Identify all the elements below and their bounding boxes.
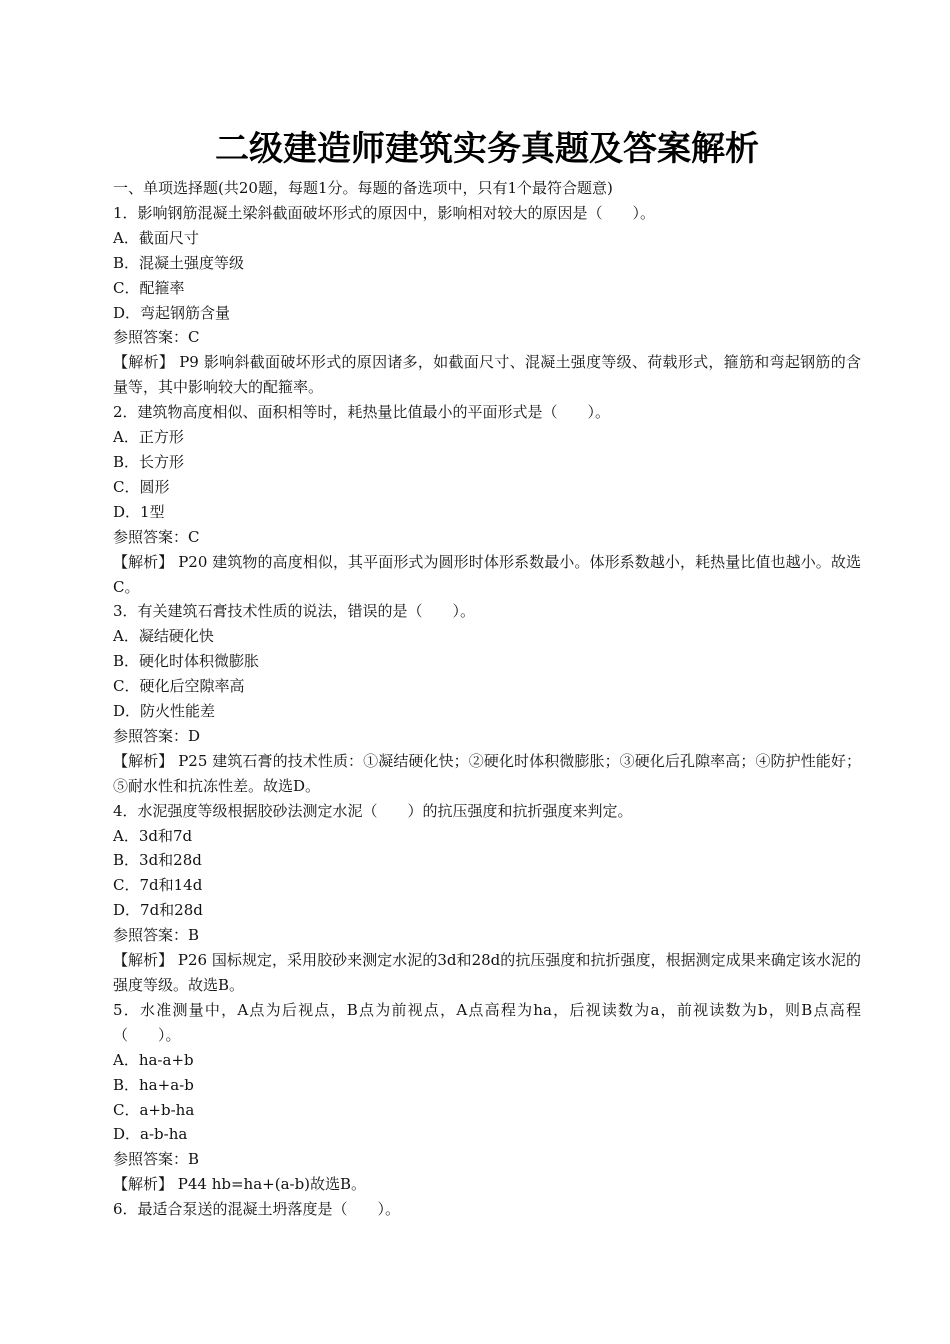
- question-6: [113, 1197, 861, 1222]
- option-c: C．硬化后空隙率高: [113, 677, 245, 696]
- reference-answer: 参照答案：B: [113, 1150, 200, 1169]
- explanation: 【解析】 P9 影响斜截面破坏形式的原因诸多，如截面尺寸、混凝土强度等级、荷载形式，箍筋和弯起钢筋的含量等，其中影响较大的配箍率。: [113, 353, 861, 397]
- question-stem: 2．建筑物高度相似、面积相等时，耗热量比值最小的平面形式是（ ）。: [113, 403, 611, 422]
- option-d: D．防火性能差: [113, 702, 216, 721]
- explanation: 【解析】 P44 hb=ha+(a-b)故选B。: [113, 1175, 367, 1194]
- section-heading: 一、单项选择题(共20题，每题1分。每题的备选项中，只有1个最符合题意): [113, 179, 613, 197]
- reference-answer: 参照答案：C: [113, 527, 200, 546]
- document-page: [113, 124, 861, 1222]
- question-4: [113, 799, 861, 998]
- option-d: D．7d和28d: [113, 901, 203, 920]
- document-title: 二级建造师建筑实务真题及答案解析: [215, 129, 759, 169]
- option-b: B．混凝土强度等级: [113, 253, 245, 272]
- option-b: B．硬化时体积微膨胀: [113, 652, 260, 671]
- option-a: A．正方形: [113, 428, 184, 447]
- question-1: [113, 201, 861, 400]
- option-c: C．配箍率: [113, 278, 185, 297]
- option-d: D．弯起钢筋含量: [113, 303, 231, 322]
- question-3: [113, 599, 861, 798]
- question-stem: 1．影响钢筋混凝土梁斜截面破坏形式的原因中，影响相对较大的原因是（ ）。: [113, 203, 656, 222]
- reference-answer: 参照答案：B: [113, 926, 200, 945]
- explanation: 【解析】 P20 建筑物的高度相似，其平面形式为圆形时体形系数最小。体形系数越小，耗热量比值也越小。故选C。: [113, 552, 861, 596]
- option-d: D．1型: [113, 502, 165, 521]
- option-d: D．a-b-ha: [113, 1125, 188, 1144]
- option-b: B．3d和28d: [113, 851, 202, 870]
- question-5: [113, 998, 861, 1197]
- question-stem: 6．最适合泵送的混凝土坍落度是（ ）。: [113, 1200, 401, 1219]
- option-c: C．7d和14d: [113, 876, 203, 895]
- explanation: 【解析】 P26 国标规定，采用胶砂来测定水泥的3d和28d的抗压强度和抗折强度，根据测定成果来确定该水泥的强度等级。故选B。: [113, 951, 861, 994]
- question-2: [113, 400, 861, 599]
- option-b: B．长方形: [113, 452, 185, 471]
- option-c: C．a+b-ha: [113, 1100, 195, 1119]
- option-c: C．圆形: [113, 477, 170, 496]
- option-a: A．ha-a+b: [113, 1050, 194, 1069]
- option-a: A．3d和7d: [113, 826, 193, 845]
- reference-answer: 参照答案：C: [113, 328, 200, 347]
- option-a: A．截面尺寸: [113, 228, 199, 247]
- question-stem: 5．水准测量中，A点为后视点，B点为前视点，A点高程为ha，后视读数为a，前视读数为b，则B点高程（ ）。: [113, 1000, 861, 1044]
- option-b: B．ha+a-b: [113, 1075, 194, 1094]
- reference-answer: 参照答案：D: [113, 726, 201, 745]
- explanation: 【解析】 P25 建筑石膏的技术性质：①凝结硬化快；②硬化时体积微膨胀；③硬化后孔隙率高；④防护性能好；⑤耐水性和抗冻性差。故选D。: [113, 751, 861, 795]
- option-a: A．凝结硬化快: [113, 627, 214, 646]
- question-stem: 4．水泥强度等级根据胶砂法测定水泥（ ）的抗压强度和抗折强度来判定。: [113, 801, 633, 820]
- question-stem: 3．有关建筑石膏技术性质的说法，错误的是（ ）。: [113, 602, 476, 621]
